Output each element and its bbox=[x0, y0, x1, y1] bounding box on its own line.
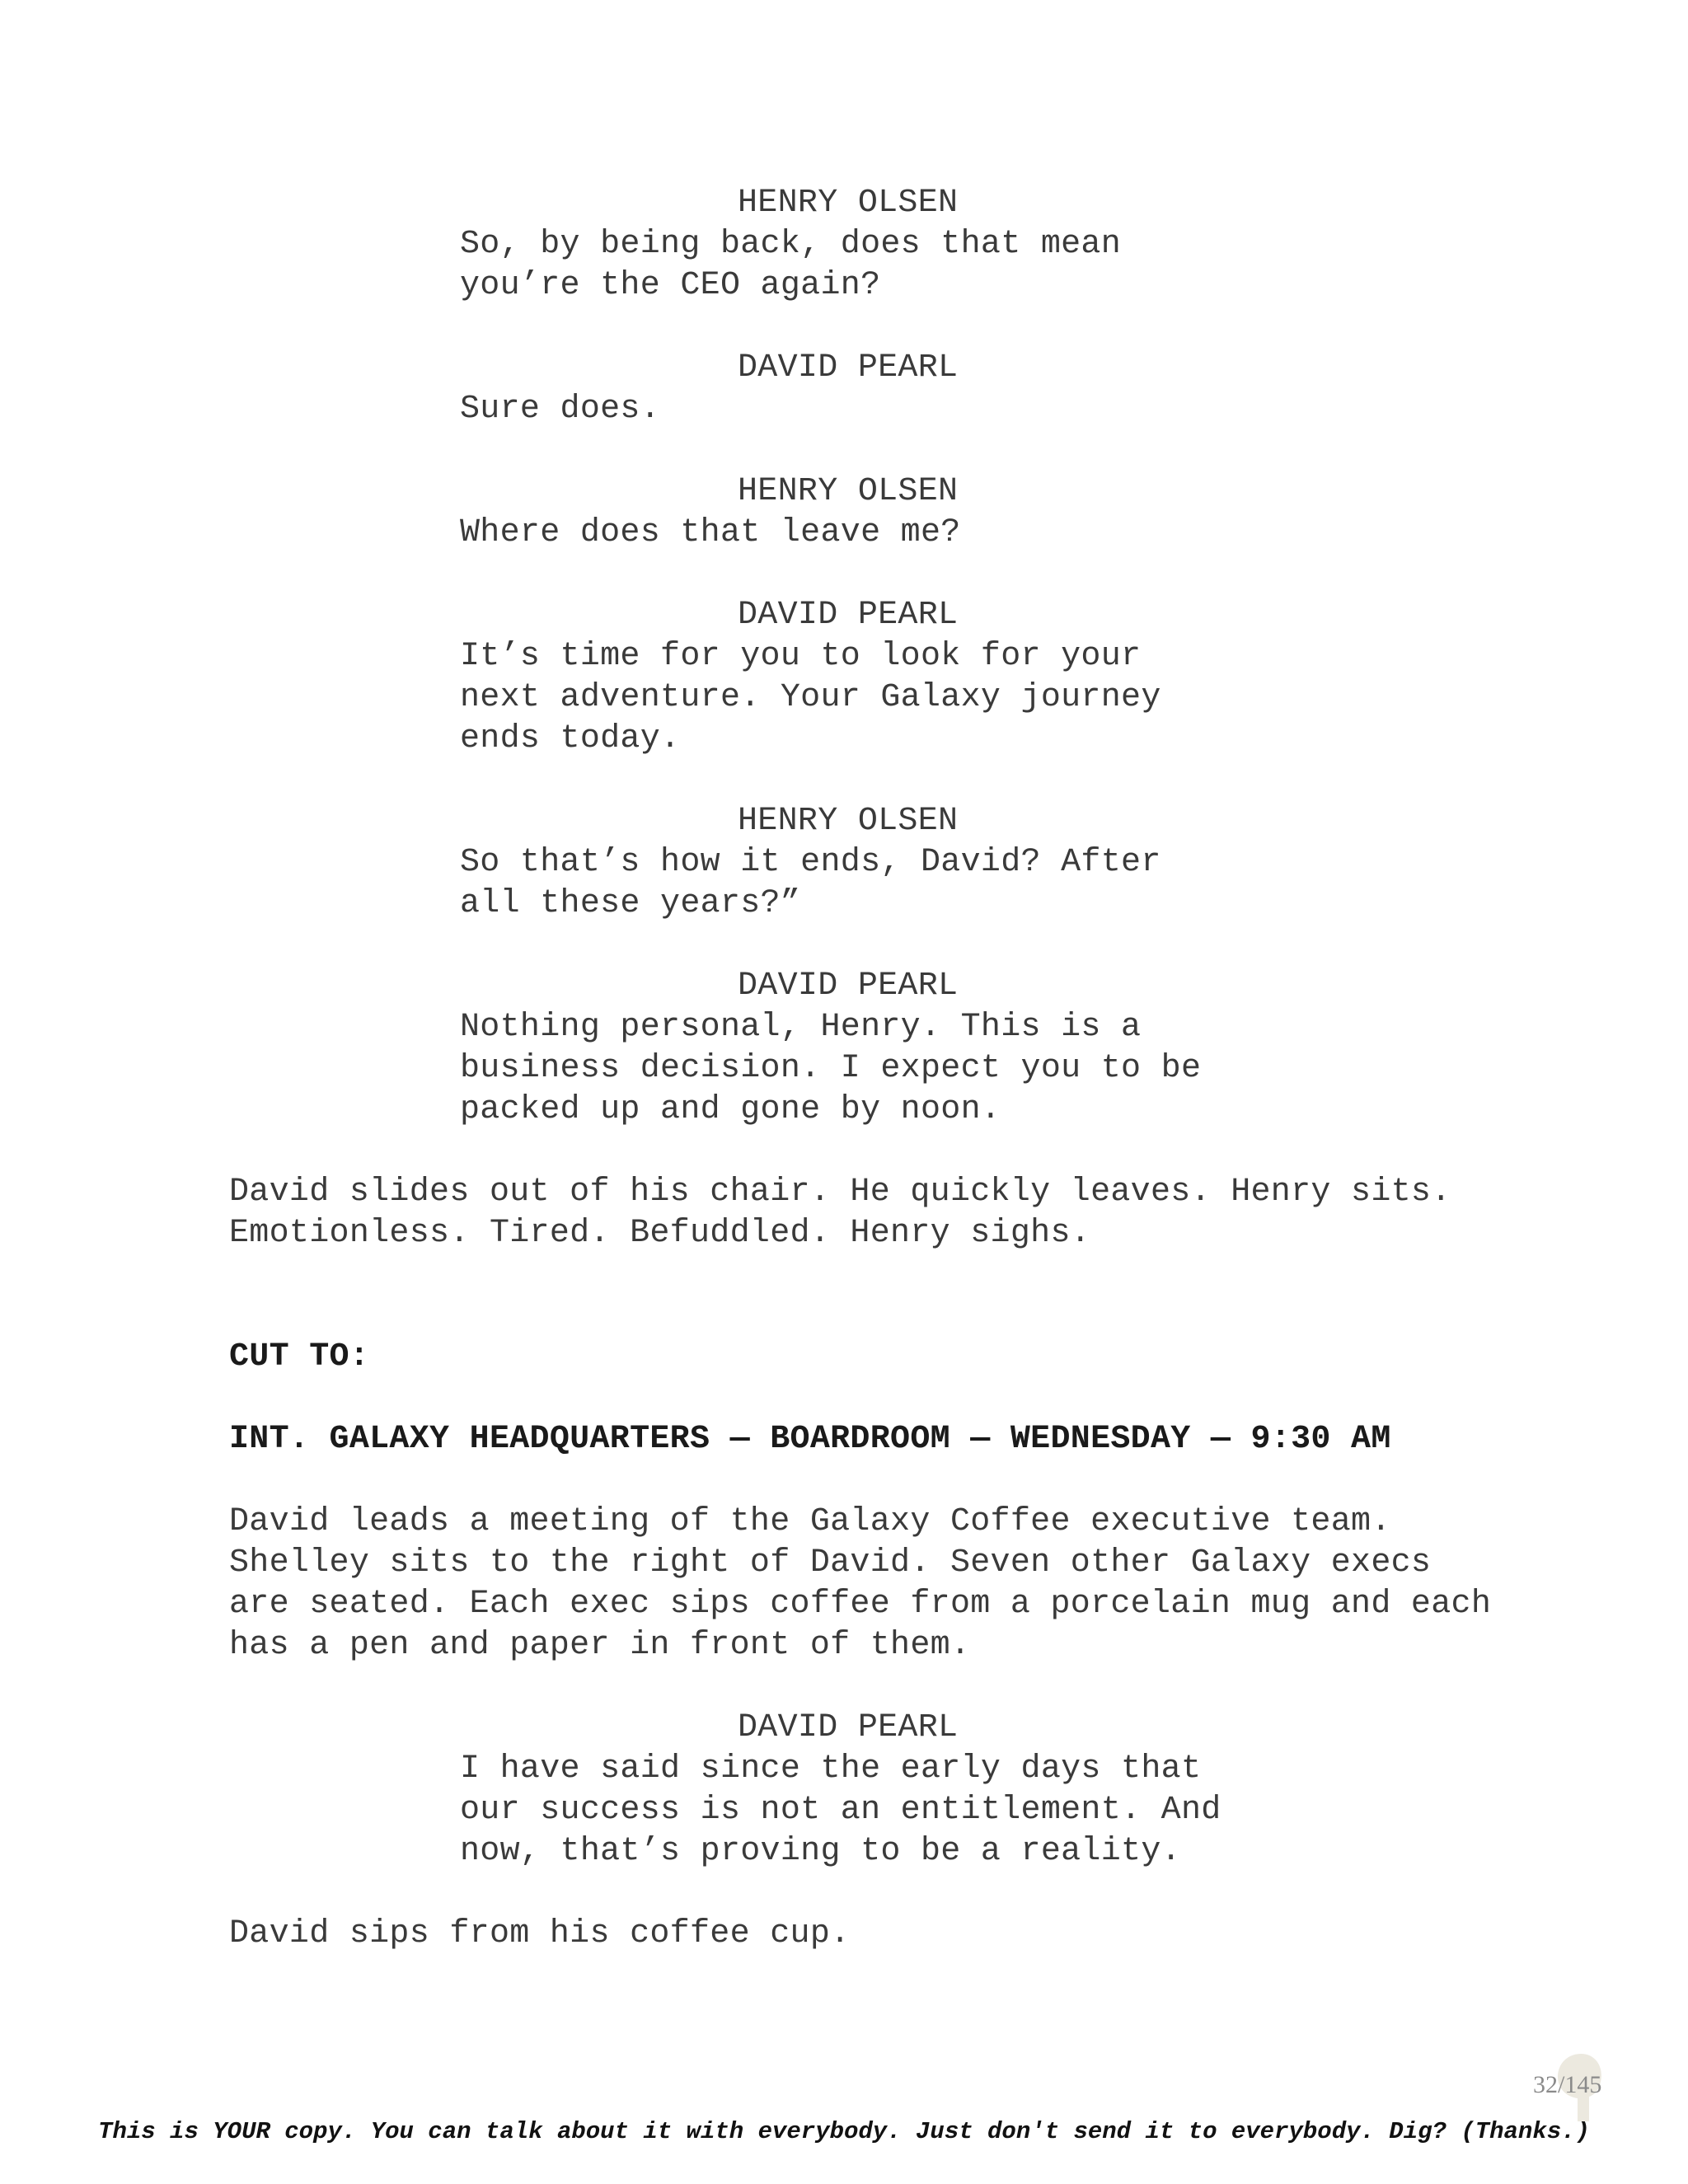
transition: CUT TO: bbox=[229, 1338, 370, 1376]
action-line: Emotionless. Tired. Befuddled. Henry sighs. bbox=[229, 1215, 1091, 1252]
action-line: are seated. Each exec sips coffee from a porcelain mug and each bbox=[229, 1586, 1492, 1623]
dialogue-line: packed up and gone by noon. bbox=[460, 1091, 1001, 1128]
character-name: HENRY OLSEN bbox=[738, 185, 959, 222]
dialogue-line: Nothing personal, Henry. This is a bbox=[460, 1009, 1142, 1046]
dialogue-line: ends today. bbox=[460, 720, 681, 757]
dialogue-line: I have said since the early days that bbox=[460, 1750, 1202, 1788]
character-name: HENRY OLSEN bbox=[738, 473, 959, 510]
action-line: David slides out of his chair. He quickly leaves. Henry sits. bbox=[229, 1174, 1451, 1211]
action-line: David leads a meeting of the Galaxy Coffee executive team. bbox=[229, 1503, 1391, 1540]
dialogue-line: all these years?” bbox=[460, 885, 801, 922]
footer-notice: This is YOUR copy. You can talk about it with everybody. Just don't send it to everybody. Dig? (Thanks.) bbox=[98, 2118, 1590, 2145]
dialogue-line: business decision. I expect you to be bbox=[460, 1050, 1202, 1087]
dialogue-line: next adventure. Your Galaxy journey bbox=[460, 679, 1161, 716]
dialogue-line: our success is not an entitlement. And bbox=[460, 1792, 1221, 1829]
character-name: DAVID PEARL bbox=[738, 349, 959, 387]
dialogue-line: now, that’s proving to be a reality. bbox=[460, 1833, 1181, 1870]
character-name: HENRY OLSEN bbox=[738, 803, 959, 840]
dialogue-line: So that’s how it ends, David? After bbox=[460, 844, 1161, 881]
action-line: David sips from his coffee cup. bbox=[229, 1915, 851, 1952]
character-name: DAVID PEARL bbox=[738, 968, 959, 1005]
character-name: DAVID PEARL bbox=[738, 597, 959, 634]
dialogue-line: Sure does. bbox=[460, 391, 661, 428]
action-line: Shelley sits to the right of David. Seven other Galaxy execs bbox=[229, 1544, 1432, 1582]
dialogue-line: So, by being back, does that mean bbox=[460, 226, 1122, 263]
page-number: 32/145 bbox=[1533, 2071, 1602, 2098]
dialogue-line: It’s time for you to look for your bbox=[460, 638, 1142, 675]
character-name: DAVID PEARL bbox=[738, 1709, 959, 1746]
dialogue-line: Where does that leave me? bbox=[460, 514, 961, 551]
scene-heading: INT. GALAXY HEADQUARTERS — BOARDROOM — WEDNESDAY — 9:30 AM bbox=[229, 1421, 1391, 1458]
action-line: has a pen and paper in front of them. bbox=[229, 1627, 971, 1664]
dialogue-line: you’re the CEO again? bbox=[460, 267, 881, 304]
